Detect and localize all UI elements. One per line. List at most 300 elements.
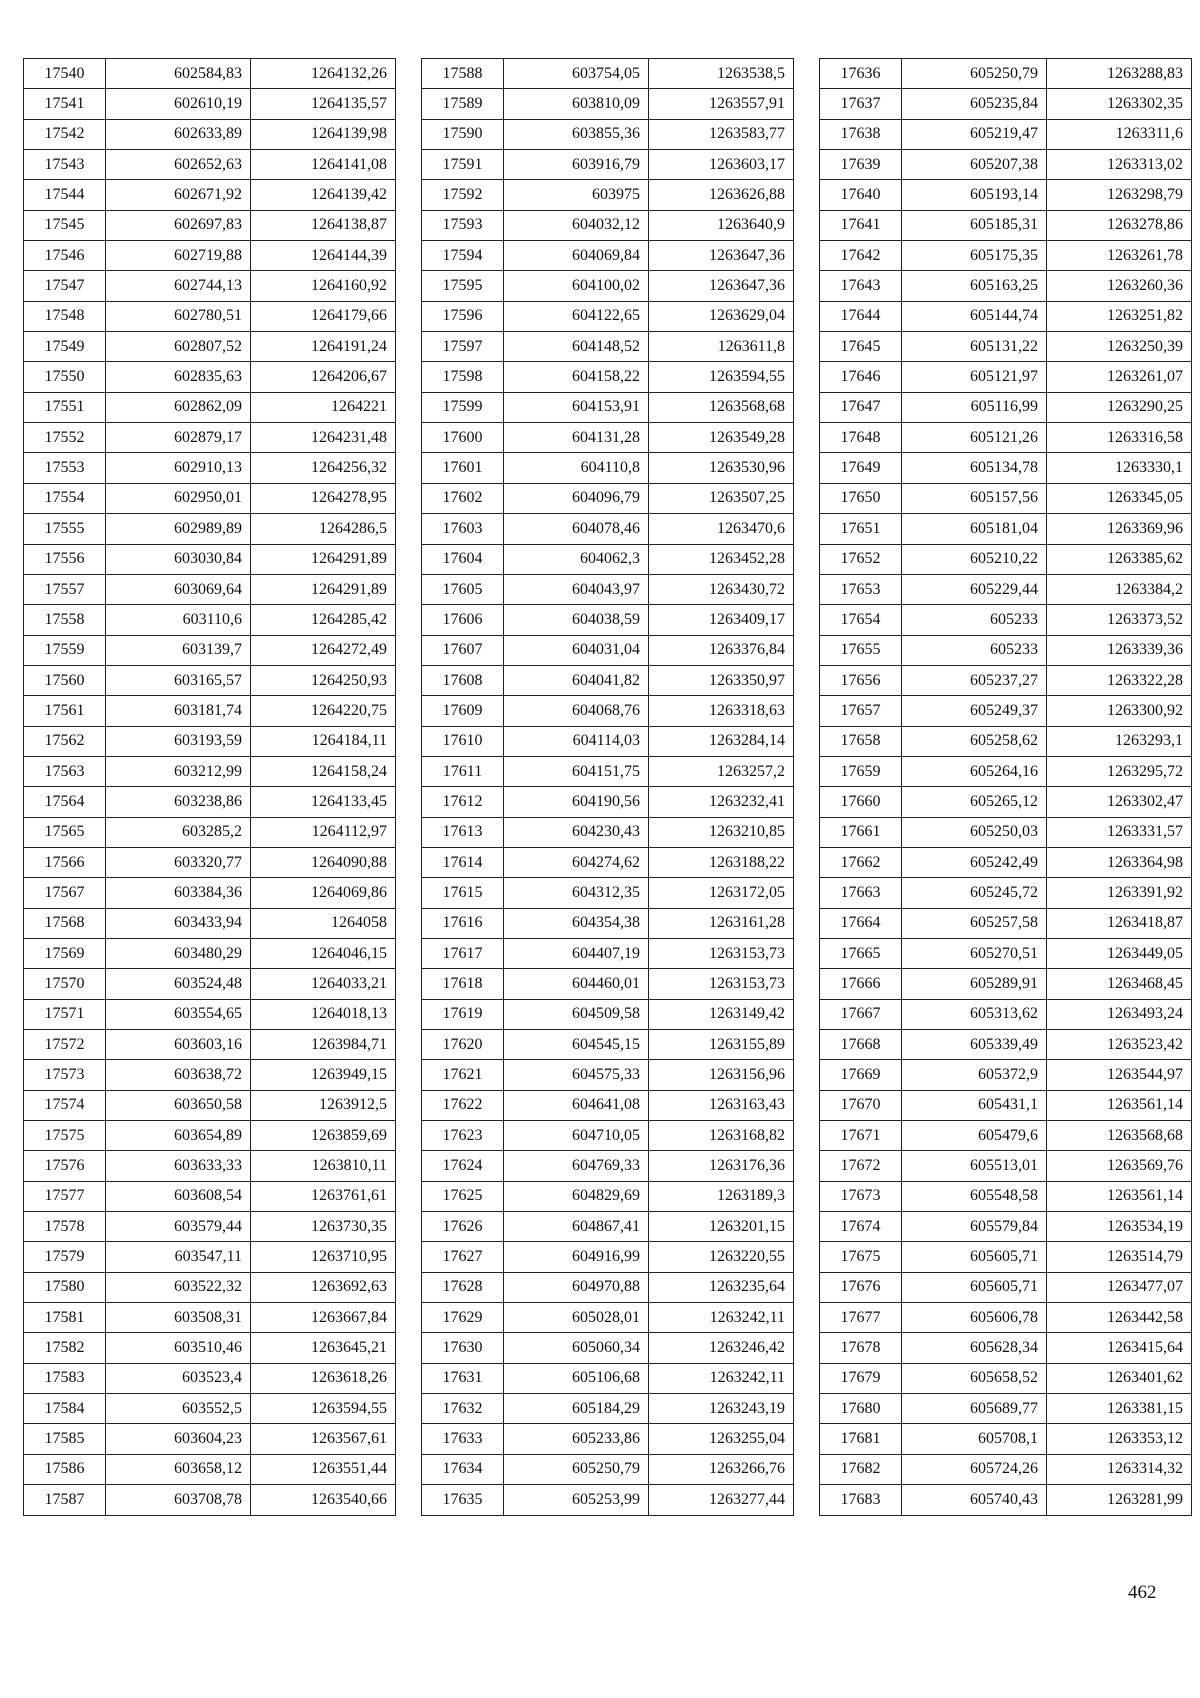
point-number-cell: 17652 bbox=[820, 544, 902, 574]
x-coordinate-cell: 605157,56 bbox=[902, 483, 1047, 513]
y-coordinate-cell: 1263302,35 bbox=[1047, 89, 1192, 119]
x-coordinate-cell: 603069,64 bbox=[106, 574, 251, 604]
x-coordinate-cell: 605257,58 bbox=[902, 908, 1047, 938]
y-coordinate-cell: 1263189,3 bbox=[649, 1181, 794, 1211]
table-row bbox=[422, 1424, 794, 1454]
x-coordinate-cell: 603604,23 bbox=[106, 1424, 251, 1454]
y-coordinate-cell: 1263243,19 bbox=[649, 1394, 794, 1424]
point-number-cell: 17584 bbox=[24, 1394, 106, 1424]
point-number-cell: 17644 bbox=[820, 301, 902, 331]
x-coordinate-cell: 604158,22 bbox=[504, 362, 649, 392]
point-number-cell: 17629 bbox=[422, 1303, 504, 1333]
x-coordinate-cell: 604970,88 bbox=[504, 1272, 649, 1302]
y-coordinate-cell: 1263544,97 bbox=[1047, 1060, 1192, 1090]
point-number-cell: 17543 bbox=[24, 150, 106, 180]
point-number-cell: 17596 bbox=[422, 301, 504, 331]
x-coordinate-cell: 603433,94 bbox=[106, 908, 251, 938]
point-number-cell: 17549 bbox=[24, 332, 106, 362]
x-coordinate-cell: 604354,38 bbox=[504, 908, 649, 938]
point-number-cell: 17577 bbox=[24, 1181, 106, 1211]
y-coordinate-cell: 1263551,44 bbox=[251, 1454, 396, 1484]
x-coordinate-cell: 603552,5 bbox=[106, 1394, 251, 1424]
table-row bbox=[24, 969, 396, 999]
y-coordinate-cell: 1263298,79 bbox=[1047, 180, 1192, 210]
table-row bbox=[820, 119, 1192, 149]
point-number-cell: 17674 bbox=[820, 1212, 902, 1242]
table-row bbox=[24, 271, 396, 301]
y-coordinate-cell: 1263290,25 bbox=[1047, 392, 1192, 422]
point-number-cell: 17672 bbox=[820, 1151, 902, 1181]
table-row bbox=[820, 665, 1192, 695]
x-coordinate-cell: 604312,35 bbox=[504, 878, 649, 908]
x-coordinate-cell: 605233,86 bbox=[504, 1424, 649, 1454]
x-coordinate-cell: 604274,62 bbox=[504, 847, 649, 877]
point-number-cell: 17618 bbox=[422, 969, 504, 999]
point-number-cell: 17654 bbox=[820, 605, 902, 635]
y-coordinate-cell: 1263266,76 bbox=[649, 1454, 794, 1484]
table-row bbox=[422, 574, 794, 604]
table-row bbox=[820, 514, 1192, 544]
x-coordinate-cell: 603650,58 bbox=[106, 1090, 251, 1120]
x-coordinate-cell: 604641,08 bbox=[504, 1090, 649, 1120]
table-row bbox=[820, 1333, 1192, 1363]
y-coordinate-cell: 1263330,1 bbox=[1047, 453, 1192, 483]
x-coordinate-cell: 603480,29 bbox=[106, 938, 251, 968]
point-number-cell: 17580 bbox=[24, 1272, 106, 1302]
x-coordinate-cell: 605270,51 bbox=[902, 938, 1047, 968]
x-coordinate-cell: 604096,79 bbox=[504, 483, 649, 513]
x-coordinate-cell: 605121,26 bbox=[902, 423, 1047, 453]
table-row bbox=[24, 1242, 396, 1272]
point-number-cell: 17575 bbox=[24, 1121, 106, 1151]
point-number-cell: 17656 bbox=[820, 665, 902, 695]
x-coordinate-cell: 605131,22 bbox=[902, 332, 1047, 362]
table-row bbox=[24, 756, 396, 786]
y-coordinate-cell: 1263507,25 bbox=[649, 483, 794, 513]
table-row bbox=[820, 1303, 1192, 1333]
x-coordinate-cell: 605229,44 bbox=[902, 574, 1047, 604]
point-number-cell: 17678 bbox=[820, 1333, 902, 1363]
table-row bbox=[422, 605, 794, 635]
y-coordinate-cell: 1263618,26 bbox=[251, 1363, 396, 1393]
table-row bbox=[820, 180, 1192, 210]
table-row bbox=[820, 908, 1192, 938]
table-row bbox=[422, 544, 794, 574]
table-row bbox=[24, 1212, 396, 1242]
point-number-cell: 17617 bbox=[422, 938, 504, 968]
table-row bbox=[422, 1212, 794, 1242]
y-coordinate-cell: 1263161,28 bbox=[649, 908, 794, 938]
x-coordinate-cell: 605579,84 bbox=[902, 1212, 1047, 1242]
point-number-cell: 17557 bbox=[24, 574, 106, 604]
y-coordinate-cell: 1263381,15 bbox=[1047, 1394, 1192, 1424]
point-number-cell: 17622 bbox=[422, 1090, 504, 1120]
y-coordinate-cell: 1263261,07 bbox=[1047, 362, 1192, 392]
x-coordinate-cell: 605207,38 bbox=[902, 150, 1047, 180]
y-coordinate-cell: 1263640,9 bbox=[649, 210, 794, 240]
point-number-cell: 17598 bbox=[422, 362, 504, 392]
point-number-cell: 17655 bbox=[820, 635, 902, 665]
y-coordinate-cell: 1264132,26 bbox=[251, 59, 396, 89]
table-row bbox=[24, 1454, 396, 1484]
table-row bbox=[422, 301, 794, 331]
table-row bbox=[820, 1272, 1192, 1302]
table-row bbox=[820, 726, 1192, 756]
y-coordinate-cell: 1263153,73 bbox=[649, 938, 794, 968]
x-coordinate-cell: 605219,47 bbox=[902, 119, 1047, 149]
x-coordinate-cell: 603193,59 bbox=[106, 726, 251, 756]
point-number-cell: 17560 bbox=[24, 665, 106, 695]
table-row bbox=[422, 938, 794, 968]
point-number-cell: 17653 bbox=[820, 574, 902, 604]
table-row bbox=[24, 1060, 396, 1090]
table-row bbox=[24, 847, 396, 877]
y-coordinate-cell: 1263761,61 bbox=[251, 1181, 396, 1211]
point-number-cell: 17585 bbox=[24, 1424, 106, 1454]
point-number-cell: 17667 bbox=[820, 999, 902, 1029]
table-row bbox=[422, 1272, 794, 1302]
point-number-cell: 17559 bbox=[24, 635, 106, 665]
y-coordinate-cell: 1263859,69 bbox=[251, 1121, 396, 1151]
point-number-cell: 17641 bbox=[820, 210, 902, 240]
x-coordinate-cell: 604114,03 bbox=[504, 726, 649, 756]
table-row bbox=[24, 392, 396, 422]
table-row bbox=[422, 1151, 794, 1181]
point-number-cell: 17662 bbox=[820, 847, 902, 877]
y-coordinate-cell: 1263376,84 bbox=[649, 635, 794, 665]
point-number-cell: 17591 bbox=[422, 150, 504, 180]
x-coordinate-cell: 604867,41 bbox=[504, 1212, 649, 1242]
y-coordinate-cell: 1264033,21 bbox=[251, 969, 396, 999]
x-coordinate-cell: 605339,49 bbox=[902, 1030, 1047, 1060]
y-coordinate-cell: 1263557,91 bbox=[649, 89, 794, 119]
y-coordinate-cell: 1264069,86 bbox=[251, 878, 396, 908]
table-row bbox=[24, 787, 396, 817]
y-coordinate-cell: 1264285,42 bbox=[251, 605, 396, 635]
y-coordinate-cell: 1263540,66 bbox=[251, 1485, 396, 1515]
point-number-cell: 17645 bbox=[820, 332, 902, 362]
point-number-cell: 17623 bbox=[422, 1121, 504, 1151]
table-row bbox=[24, 605, 396, 635]
x-coordinate-cell: 605431,1 bbox=[902, 1090, 1047, 1120]
x-coordinate-cell: 605658,52 bbox=[902, 1363, 1047, 1393]
point-number-cell: 17676 bbox=[820, 1272, 902, 1302]
table-row bbox=[820, 210, 1192, 240]
x-coordinate-cell: 604509,58 bbox=[504, 999, 649, 1029]
x-coordinate-cell: 603654,89 bbox=[106, 1121, 251, 1151]
point-number-cell: 17621 bbox=[422, 1060, 504, 1090]
y-coordinate-cell: 1264138,87 bbox=[251, 210, 396, 240]
y-coordinate-cell: 1264090,88 bbox=[251, 847, 396, 877]
x-coordinate-cell: 603508,31 bbox=[106, 1303, 251, 1333]
y-coordinate-cell: 1263250,39 bbox=[1047, 332, 1192, 362]
y-coordinate-cell: 1263594,55 bbox=[251, 1394, 396, 1424]
table-row bbox=[422, 483, 794, 513]
y-coordinate-cell: 1263153,73 bbox=[649, 969, 794, 999]
x-coordinate-cell: 604100,02 bbox=[504, 271, 649, 301]
x-coordinate-cell: 604190,56 bbox=[504, 787, 649, 817]
point-number-cell: 17675 bbox=[820, 1242, 902, 1272]
point-number-cell: 17576 bbox=[24, 1151, 106, 1181]
table-row bbox=[820, 392, 1192, 422]
y-coordinate-cell: 1263242,11 bbox=[649, 1303, 794, 1333]
point-number-cell: 17639 bbox=[820, 150, 902, 180]
table-row bbox=[820, 1030, 1192, 1060]
x-coordinate-cell: 602910,13 bbox=[106, 453, 251, 483]
x-coordinate-cell: 604153,91 bbox=[504, 392, 649, 422]
point-number-cell: 17556 bbox=[24, 544, 106, 574]
point-number-cell: 17597 bbox=[422, 332, 504, 362]
y-coordinate-cell: 1263391,92 bbox=[1047, 878, 1192, 908]
table-row bbox=[24, 635, 396, 665]
table-row bbox=[24, 362, 396, 392]
x-coordinate-cell: 605181,04 bbox=[902, 514, 1047, 544]
x-coordinate-cell: 605628,34 bbox=[902, 1333, 1047, 1363]
y-coordinate-cell: 1263647,36 bbox=[649, 271, 794, 301]
y-coordinate-cell: 1263210,85 bbox=[649, 817, 794, 847]
y-coordinate-cell: 1264184,11 bbox=[251, 726, 396, 756]
y-coordinate-cell: 1263284,14 bbox=[649, 726, 794, 756]
x-coordinate-cell: 604131,28 bbox=[504, 423, 649, 453]
table-row bbox=[422, 453, 794, 483]
point-number-cell: 17607 bbox=[422, 635, 504, 665]
point-number-cell: 17589 bbox=[422, 89, 504, 119]
x-coordinate-cell: 603320,77 bbox=[106, 847, 251, 877]
point-number-cell: 17615 bbox=[422, 878, 504, 908]
table-row bbox=[24, 696, 396, 726]
x-coordinate-cell: 603384,36 bbox=[106, 878, 251, 908]
table-row bbox=[24, 1121, 396, 1151]
y-coordinate-cell: 1264291,89 bbox=[251, 544, 396, 574]
point-number-cell: 17611 bbox=[422, 756, 504, 786]
table-row bbox=[24, 514, 396, 544]
point-number-cell: 17554 bbox=[24, 483, 106, 513]
point-number-cell: 17592 bbox=[422, 180, 504, 210]
table-row bbox=[820, 817, 1192, 847]
y-coordinate-cell: 1263611,8 bbox=[649, 332, 794, 362]
y-coordinate-cell: 1263331,57 bbox=[1047, 817, 1192, 847]
y-coordinate-cell: 1263730,35 bbox=[251, 1212, 396, 1242]
y-coordinate-cell: 1263288,83 bbox=[1047, 59, 1192, 89]
point-number-cell: 17565 bbox=[24, 817, 106, 847]
y-coordinate-cell: 1263232,41 bbox=[649, 787, 794, 817]
x-coordinate-cell: 605210,22 bbox=[902, 544, 1047, 574]
y-coordinate-cell: 1264160,92 bbox=[251, 271, 396, 301]
y-coordinate-cell: 1263561,14 bbox=[1047, 1181, 1192, 1211]
point-number-cell: 17680 bbox=[820, 1394, 902, 1424]
y-coordinate-cell: 1263603,17 bbox=[649, 150, 794, 180]
table-row bbox=[422, 89, 794, 119]
y-coordinate-cell: 1263242,11 bbox=[649, 1363, 794, 1393]
point-number-cell: 17570 bbox=[24, 969, 106, 999]
point-number-cell: 17599 bbox=[422, 392, 504, 422]
y-coordinate-cell: 1263261,78 bbox=[1047, 241, 1192, 271]
x-coordinate-cell: 605163,25 bbox=[902, 271, 1047, 301]
x-coordinate-cell: 604062,3 bbox=[504, 544, 649, 574]
table-row bbox=[422, 392, 794, 422]
table-row bbox=[422, 332, 794, 362]
y-coordinate-cell: 1263949,15 bbox=[251, 1060, 396, 1090]
point-number-cell: 17547 bbox=[24, 271, 106, 301]
x-coordinate-cell: 604148,52 bbox=[504, 332, 649, 362]
point-number-cell: 17594 bbox=[422, 241, 504, 271]
y-coordinate-cell: 1263257,2 bbox=[649, 756, 794, 786]
y-coordinate-cell: 1263295,72 bbox=[1047, 756, 1192, 786]
point-number-cell: 17640 bbox=[820, 180, 902, 210]
x-coordinate-cell: 603975 bbox=[504, 180, 649, 210]
table-row bbox=[820, 1060, 1192, 1090]
point-number-cell: 17626 bbox=[422, 1212, 504, 1242]
y-coordinate-cell: 1263260,36 bbox=[1047, 271, 1192, 301]
table-row bbox=[24, 574, 396, 604]
y-coordinate-cell: 1263353,12 bbox=[1047, 1424, 1192, 1454]
point-number-cell: 17593 bbox=[422, 210, 504, 240]
x-coordinate-cell: 602697,83 bbox=[106, 210, 251, 240]
point-number-cell: 17633 bbox=[422, 1424, 504, 1454]
point-number-cell: 17579 bbox=[24, 1242, 106, 1272]
table-row bbox=[24, 1030, 396, 1060]
table-row bbox=[422, 847, 794, 877]
y-coordinate-cell: 1263278,86 bbox=[1047, 210, 1192, 240]
y-coordinate-cell: 1263314,32 bbox=[1047, 1454, 1192, 1484]
point-number-cell: 17572 bbox=[24, 1030, 106, 1060]
x-coordinate-cell: 605185,31 bbox=[902, 210, 1047, 240]
x-coordinate-cell: 602671,92 bbox=[106, 180, 251, 210]
point-number-cell: 17551 bbox=[24, 392, 106, 422]
y-coordinate-cell: 1263156,96 bbox=[649, 1060, 794, 1090]
table-row bbox=[820, 1242, 1192, 1272]
point-number-cell: 17605 bbox=[422, 574, 504, 604]
table-row bbox=[820, 1212, 1192, 1242]
y-coordinate-cell: 1263369,96 bbox=[1047, 514, 1192, 544]
point-number-cell: 17546 bbox=[24, 241, 106, 271]
point-number-cell: 17587 bbox=[24, 1485, 106, 1515]
y-coordinate-cell: 1263300,92 bbox=[1047, 696, 1192, 726]
y-coordinate-cell: 1264191,24 bbox=[251, 332, 396, 362]
point-number-cell: 17665 bbox=[820, 938, 902, 968]
table-row bbox=[24, 1424, 396, 1454]
x-coordinate-cell: 604068,76 bbox=[504, 696, 649, 726]
y-coordinate-cell: 1263409,17 bbox=[649, 605, 794, 635]
table-row bbox=[422, 1485, 794, 1515]
point-number-cell: 17586 bbox=[24, 1454, 106, 1484]
x-coordinate-cell: 602807,52 bbox=[106, 332, 251, 362]
x-coordinate-cell: 602744,13 bbox=[106, 271, 251, 301]
x-coordinate-cell: 605237,27 bbox=[902, 665, 1047, 695]
table-row bbox=[422, 1333, 794, 1363]
point-number-cell: 17624 bbox=[422, 1151, 504, 1181]
point-number-cell: 17647 bbox=[820, 392, 902, 422]
point-number-cell: 17664 bbox=[820, 908, 902, 938]
point-number-cell: 17679 bbox=[820, 1363, 902, 1393]
point-number-cell: 17567 bbox=[24, 878, 106, 908]
point-number-cell: 17649 bbox=[820, 453, 902, 483]
y-coordinate-cell: 1263710,95 bbox=[251, 1242, 396, 1272]
x-coordinate-cell: 603810,09 bbox=[504, 89, 649, 119]
x-coordinate-cell: 604122,65 bbox=[504, 301, 649, 331]
table-row bbox=[422, 241, 794, 271]
point-number-cell: 17604 bbox=[422, 544, 504, 574]
table-row bbox=[422, 969, 794, 999]
x-coordinate-cell: 605548,58 bbox=[902, 1181, 1047, 1211]
table-row bbox=[422, 787, 794, 817]
table-row bbox=[820, 241, 1192, 271]
table-row bbox=[820, 999, 1192, 1029]
point-number-cell: 17625 bbox=[422, 1181, 504, 1211]
table-row bbox=[820, 150, 1192, 180]
x-coordinate-cell: 605724,26 bbox=[902, 1454, 1047, 1484]
table-row bbox=[24, 1151, 396, 1181]
x-coordinate-cell: 603165,57 bbox=[106, 665, 251, 695]
point-number-cell: 17632 bbox=[422, 1394, 504, 1424]
point-number-cell: 17670 bbox=[820, 1090, 902, 1120]
point-number-cell: 17619 bbox=[422, 999, 504, 1029]
point-number-cell: 17574 bbox=[24, 1090, 106, 1120]
point-number-cell: 17603 bbox=[422, 514, 504, 544]
table-row bbox=[820, 1424, 1192, 1454]
table-row bbox=[422, 635, 794, 665]
table-row bbox=[422, 665, 794, 695]
y-coordinate-cell: 1263470,6 bbox=[649, 514, 794, 544]
x-coordinate-cell: 603510,46 bbox=[106, 1333, 251, 1363]
y-coordinate-cell: 1263567,61 bbox=[251, 1424, 396, 1454]
table-row bbox=[24, 483, 396, 513]
x-coordinate-cell: 603554,65 bbox=[106, 999, 251, 1029]
x-coordinate-cell: 604710,05 bbox=[504, 1121, 649, 1151]
table-row bbox=[422, 423, 794, 453]
y-coordinate-cell: 1264286,5 bbox=[251, 514, 396, 544]
table-row bbox=[820, 1121, 1192, 1151]
table-row bbox=[24, 1303, 396, 1333]
x-coordinate-cell: 603030,84 bbox=[106, 544, 251, 574]
x-coordinate-cell: 605479,6 bbox=[902, 1121, 1047, 1151]
x-coordinate-cell: 603238,86 bbox=[106, 787, 251, 817]
point-number-cell: 17541 bbox=[24, 89, 106, 119]
y-coordinate-cell: 1263442,58 bbox=[1047, 1303, 1192, 1333]
y-coordinate-cell: 1263384,2 bbox=[1047, 574, 1192, 604]
table-row bbox=[24, 453, 396, 483]
y-coordinate-cell: 1263316,58 bbox=[1047, 423, 1192, 453]
y-coordinate-cell: 1264221 bbox=[251, 392, 396, 422]
y-coordinate-cell: 1263449,05 bbox=[1047, 938, 1192, 968]
table-row bbox=[24, 423, 396, 453]
table-row bbox=[422, 150, 794, 180]
table-row bbox=[422, 1181, 794, 1211]
table-row bbox=[820, 574, 1192, 604]
table-row bbox=[24, 301, 396, 331]
x-coordinate-cell: 604151,75 bbox=[504, 756, 649, 786]
y-coordinate-cell: 1263188,22 bbox=[649, 847, 794, 877]
x-coordinate-cell: 605106,68 bbox=[504, 1363, 649, 1393]
y-coordinate-cell: 1264272,49 bbox=[251, 635, 396, 665]
table-row bbox=[422, 756, 794, 786]
point-number-cell: 17635 bbox=[422, 1485, 504, 1515]
y-coordinate-cell: 1263561,14 bbox=[1047, 1090, 1192, 1120]
table-row bbox=[422, 817, 794, 847]
x-coordinate-cell: 603855,36 bbox=[504, 119, 649, 149]
point-number-cell: 17563 bbox=[24, 756, 106, 786]
y-coordinate-cell: 1263277,44 bbox=[649, 1485, 794, 1515]
y-coordinate-cell: 1264135,57 bbox=[251, 89, 396, 119]
table-row bbox=[422, 180, 794, 210]
y-coordinate-cell: 1264158,24 bbox=[251, 756, 396, 786]
x-coordinate-cell: 602652,63 bbox=[106, 150, 251, 180]
table-row bbox=[820, 59, 1192, 89]
y-coordinate-cell: 1263452,28 bbox=[649, 544, 794, 574]
table-row bbox=[24, 180, 396, 210]
x-coordinate-cell: 605605,71 bbox=[902, 1242, 1047, 1272]
x-coordinate-cell: 605121,97 bbox=[902, 362, 1047, 392]
